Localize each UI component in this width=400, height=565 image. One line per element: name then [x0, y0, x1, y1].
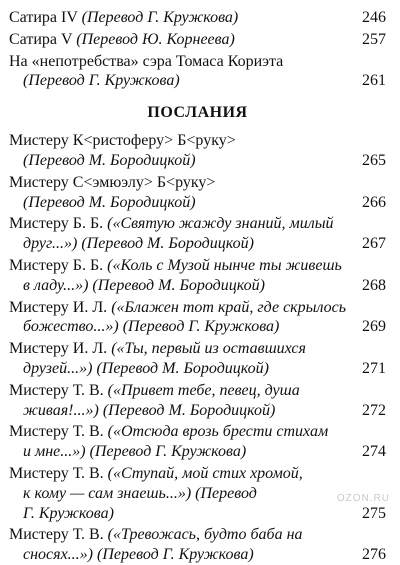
toc-entry-translator: друг...») (Перевод М. Бородицкой): [23, 235, 254, 253]
toc-entry-title: Мистеру Т. В.: [9, 526, 108, 544]
toc-top-list: [9, 8, 386, 91]
toc-entry-line: [9, 8, 386, 28]
toc-entry: [9, 464, 386, 523]
toc-entry: [9, 173, 386, 213]
toc-entry-translator: («Ты, первый из оставшихся: [111, 340, 306, 358]
toc-entry-translator: и мне...») (Перевод Г. Кружкова): [23, 443, 247, 461]
toc-entry: [9, 339, 386, 379]
toc-entry-translator: живая!...») (Перевод М. Бородицкой): [23, 401, 276, 419]
toc-entry: [9, 30, 386, 50]
toc-entry-translator: («Блажен тот край, где скрылось: [111, 298, 347, 316]
toc-entry-translator: («Привет тебе, певец, душа: [107, 381, 300, 399]
toc-entry-title: Мистеру Т. В.: [9, 464, 108, 482]
toc-entry-line: [9, 151, 386, 171]
toc-entry-line: [9, 339, 386, 359]
toc-entry-translator: Г. Кружкова): [23, 504, 114, 522]
toc-entry-translator: сносях...») (Перевод Г. Кружкова): [23, 546, 254, 564]
toc-entry-line: [9, 173, 386, 193]
toc-entry-line: [9, 214, 386, 234]
toc-entry-line: [9, 401, 386, 421]
toc-page-number: 265: [358, 151, 386, 171]
toc-page-number: 266: [358, 193, 386, 213]
toc-entry-line: [9, 256, 386, 276]
toc-page-number: 274: [358, 442, 386, 462]
toc-entry-line: [9, 504, 386, 524]
toc-page-number: 272: [358, 401, 386, 421]
toc-entry: [9, 256, 386, 296]
toc-entry-title: Мистеру И. Л.: [9, 298, 112, 316]
toc-entry-line: [9, 359, 386, 379]
toc-entry-line: [9, 52, 386, 72]
toc-entry-title: Мистеру И. Л.: [9, 340, 112, 358]
section-title: ПОСЛАНИЯ: [147, 104, 248, 122]
toc-entry-translator: (Перевод М. Бородицкой): [23, 151, 196, 169]
toc-page-number: 269: [358, 317, 386, 337]
toc-entry-line: [9, 234, 386, 254]
toc-entry-translator: («Тревожась, будто баба на: [107, 526, 303, 544]
toc-section-list: [9, 131, 386, 565]
toc-entry-title: Сатира V: [9, 30, 77, 48]
toc-entry-translator: («Ступай, мой стих хромой,: [107, 464, 303, 482]
toc-entry-line: [9, 464, 386, 484]
toc-entry-line: [9, 442, 386, 462]
toc-entry-line: [9, 525, 386, 545]
toc-entry-translator: в ладу...») (Перевод М. Бородицкой): [23, 276, 265, 294]
toc-entry-translator: (Перевод Г. Кружкова): [23, 72, 180, 90]
toc-entry-title: На «непотребства» сэра Томаса Кориэта: [9, 52, 284, 70]
toc-entry: [9, 131, 386, 171]
toc-page-number: 261: [358, 71, 386, 91]
toc-entry: [9, 422, 386, 462]
toc-entry-line: [9, 484, 386, 504]
toc-page-number: 257: [358, 30, 386, 50]
toc-entry-title: Мистеру Т. В.: [9, 381, 108, 399]
toc-page-number: 267: [358, 234, 386, 254]
toc-entry-line: [9, 131, 386, 151]
toc-entry-translator: божество...») (Перевод Г. Кружкова): [23, 318, 280, 336]
toc-entry-translator: (Перевод Г. Кружкова): [81, 9, 239, 26]
toc-entry-translator: к кому — сам знаешь...») (Перевод: [23, 484, 257, 502]
toc-entry-line: [9, 193, 386, 213]
toc-entry-translator: (Перевод Ю. Корнеева): [76, 30, 235, 48]
toc-entry: [9, 298, 386, 338]
watermark: OZON.RU: [336, 493, 390, 504]
toc-entry-title: Мистеру Б. Б.: [9, 215, 108, 233]
toc-page-number: 246: [358, 8, 386, 28]
toc-entry-line: [9, 317, 386, 337]
toc-page-number: 271: [358, 359, 386, 379]
toc-entry-translator: («Отсюда врозь брести стихам: [107, 423, 329, 441]
toc-entry-translator: («Святую жажду знаний, милый: [107, 215, 334, 233]
toc-page-number: 276: [358, 545, 386, 565]
toc-entry-title: Сатира IV: [9, 9, 82, 26]
toc-entry-line: [9, 276, 386, 296]
toc-entry: [9, 214, 386, 254]
toc-entry-translator: (Перевод М. Бородицкой): [23, 193, 196, 211]
toc-entry-line: [9, 71, 386, 91]
toc-entry-line: [9, 422, 386, 442]
toc-page-number: 268: [358, 276, 386, 296]
toc-entry-line: [9, 298, 386, 318]
toc-page-number: 275: [358, 504, 386, 524]
toc-entry-title: Мистеру К<ристоферу> Б<руку>: [9, 132, 236, 150]
toc-entry-translator: («Коль с Музой нынче ты живешь: [107, 256, 342, 274]
toc-entry-title: Мистеру С<эмюэлу> Б<руку>: [9, 173, 216, 191]
toc-entry-line: [9, 30, 386, 50]
toc-entry: [9, 381, 386, 421]
toc-entry-title: Мистеру Т. В.: [9, 423, 108, 441]
toc-entry: [9, 52, 386, 92]
toc-entry-translator: друзей...») (Перевод М. Бородицкой): [23, 359, 269, 377]
toc-entry-line: [9, 545, 386, 565]
toc-entry: [9, 8, 386, 28]
toc-entry-line: [9, 381, 386, 401]
toc-entry: [9, 525, 386, 565]
toc-entry-title: Мистеру Б. Б.: [9, 256, 108, 274]
